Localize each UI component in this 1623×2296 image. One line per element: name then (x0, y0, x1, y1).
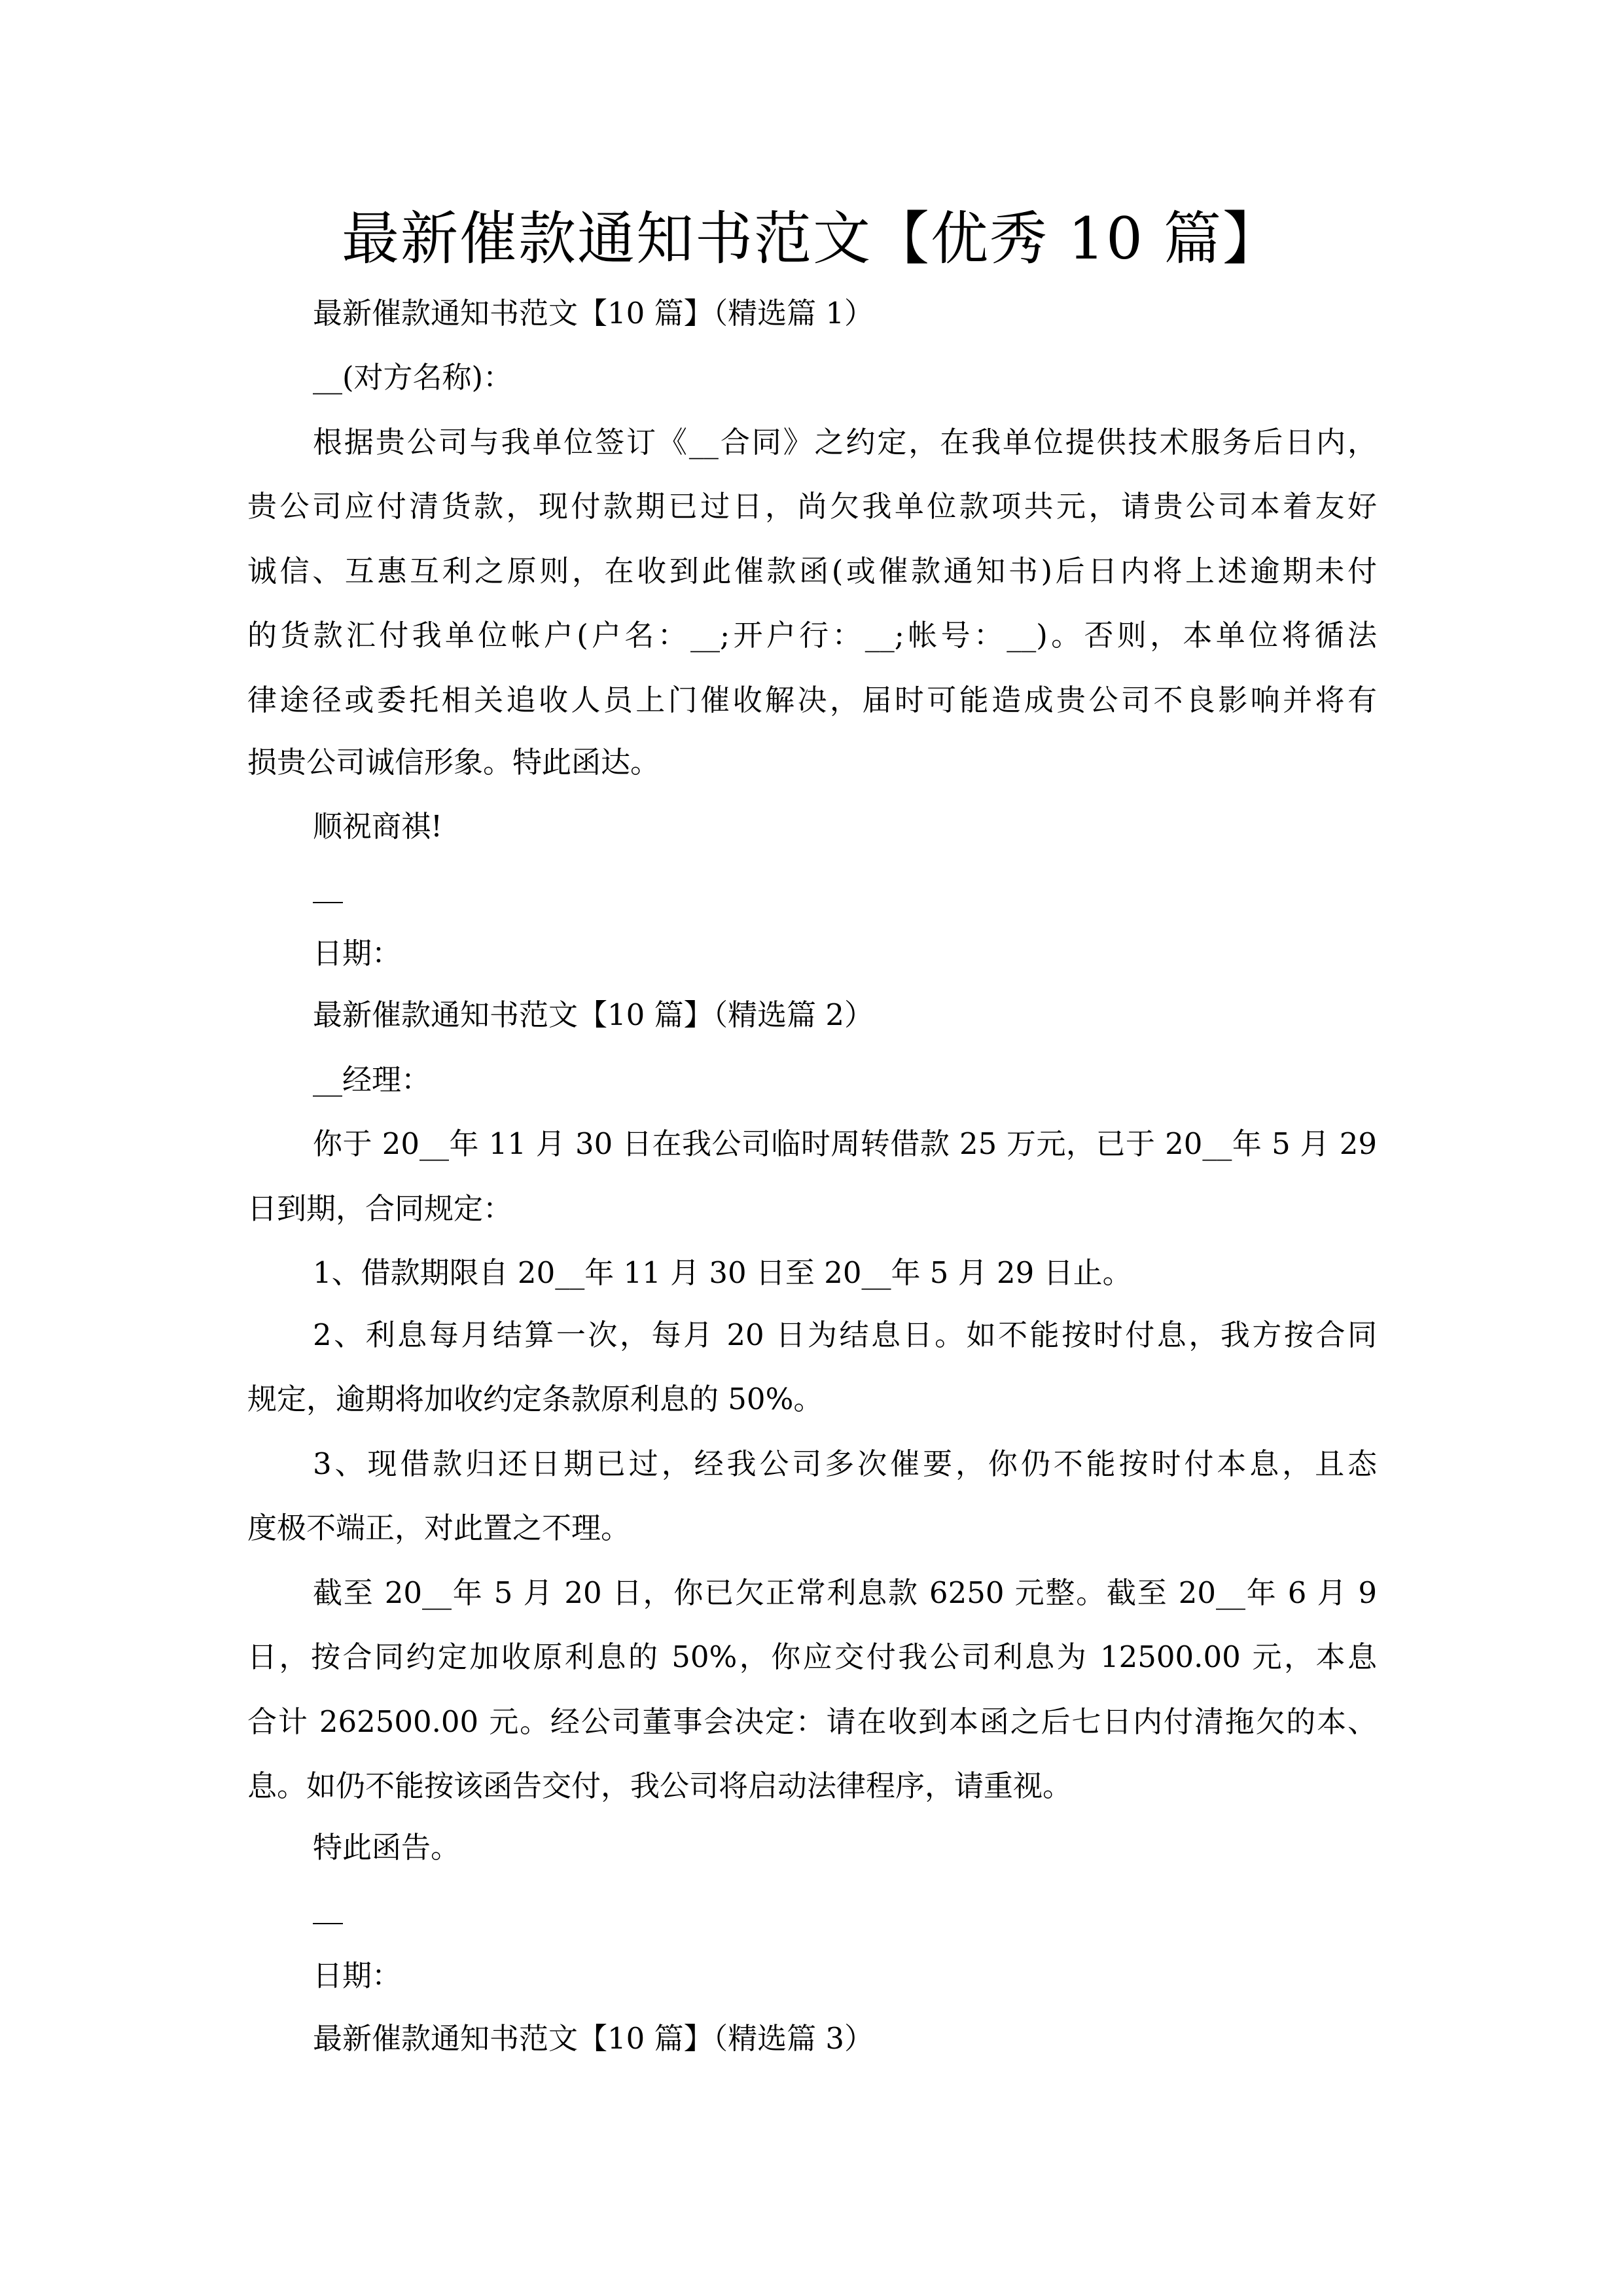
list-item: 规定，逾期将加收约定条款原利息的 50%。 (247, 1382, 823, 1416)
body-line: 日，按合同约定加收原利息的 50%，你应交付我公司利息为 12500.00 元，本息 (247, 1640, 1377, 1674)
section-heading-2: 最新催款通知书范文【10 篇】（精选篇 2） (313, 997, 874, 1032)
body-line: 的货款汇付我单位帐户(户名：__;开户行：__;帐号：__)。否则，本单位将循法 (247, 618, 1377, 653)
body-line: 损贵公司诚信形象。特此函达。 (247, 745, 660, 780)
list-item: 度极不端正，对此置之不理。 (247, 1511, 631, 1545)
list-item: 3、现借款归还日期已过，经我公司多次催要，你仍不能按时付本息，且态 (313, 1446, 1377, 1481)
section-heading-3: 最新催款通知书范文【10 篇】（精选篇 3） (313, 2021, 874, 2056)
list-item: 2、利息每月结算一次，每月 20 日为结息日。如不能按时付息，我方按合同 (313, 1318, 1377, 1352)
list-item: 1、借款期限自 20__年 11 月 30 日至 20__年 5 月 29 日止。 (313, 1255, 1132, 1290)
body-line: 根据贵公司与我单位签订《__合同》之约定，在我单位提供技术服务后日内， (313, 425, 1377, 459)
signature-blank (313, 1923, 343, 1924)
body-line: 截至 20__年 5 月 20 日，你已欠正常利息款 6250 元整。截至 20__年 6 月 9 (313, 1575, 1377, 1610)
body-line: 日到期，合同规定： (247, 1191, 513, 1226)
closing: 顺祝商祺! (313, 809, 443, 844)
document-title: 最新催款通知书范文【优秀 10 篇】 (342, 205, 1281, 272)
body-line: 息。如仍不能按该函告交付，我公司将启动法律程序，请重视。 (247, 1768, 1073, 1803)
date-label: 日期： (313, 1958, 402, 1993)
body-line: 贵公司应付清货款，现付款期已过日，尚欠我单位款项共元，请贵公司本着友好 (247, 489, 1377, 524)
date-label: 日期： (313, 936, 402, 971)
salutation: __经理： (313, 1062, 431, 1097)
body-line: 诚信、互惠互利之原则，在收到此催款函(或催款通知书)后日内将上述逾期未付 (247, 554, 1377, 588)
body-line: 你于 20__年 11 月 30 日在我公司临时周转借款 25 万元，已于 20__年 5 月 29 (313, 1126, 1377, 1161)
body-line: 律途径或委托相关追收人员上门催收解决，届时可能造成贵公司不良影响并将有 (247, 683, 1377, 717)
body-line: 合计 262500.00 元。经公司董事会决定：请在收到本函之后七日内付清拖欠的本、 (247, 1704, 1377, 1739)
section-heading-1: 最新催款通知书范文【10 篇】（精选篇 1） (313, 296, 874, 331)
signature-blank (313, 902, 343, 903)
salutation: __(对方名称)： (313, 360, 513, 395)
closing: 特此函告。 (313, 1830, 461, 1865)
